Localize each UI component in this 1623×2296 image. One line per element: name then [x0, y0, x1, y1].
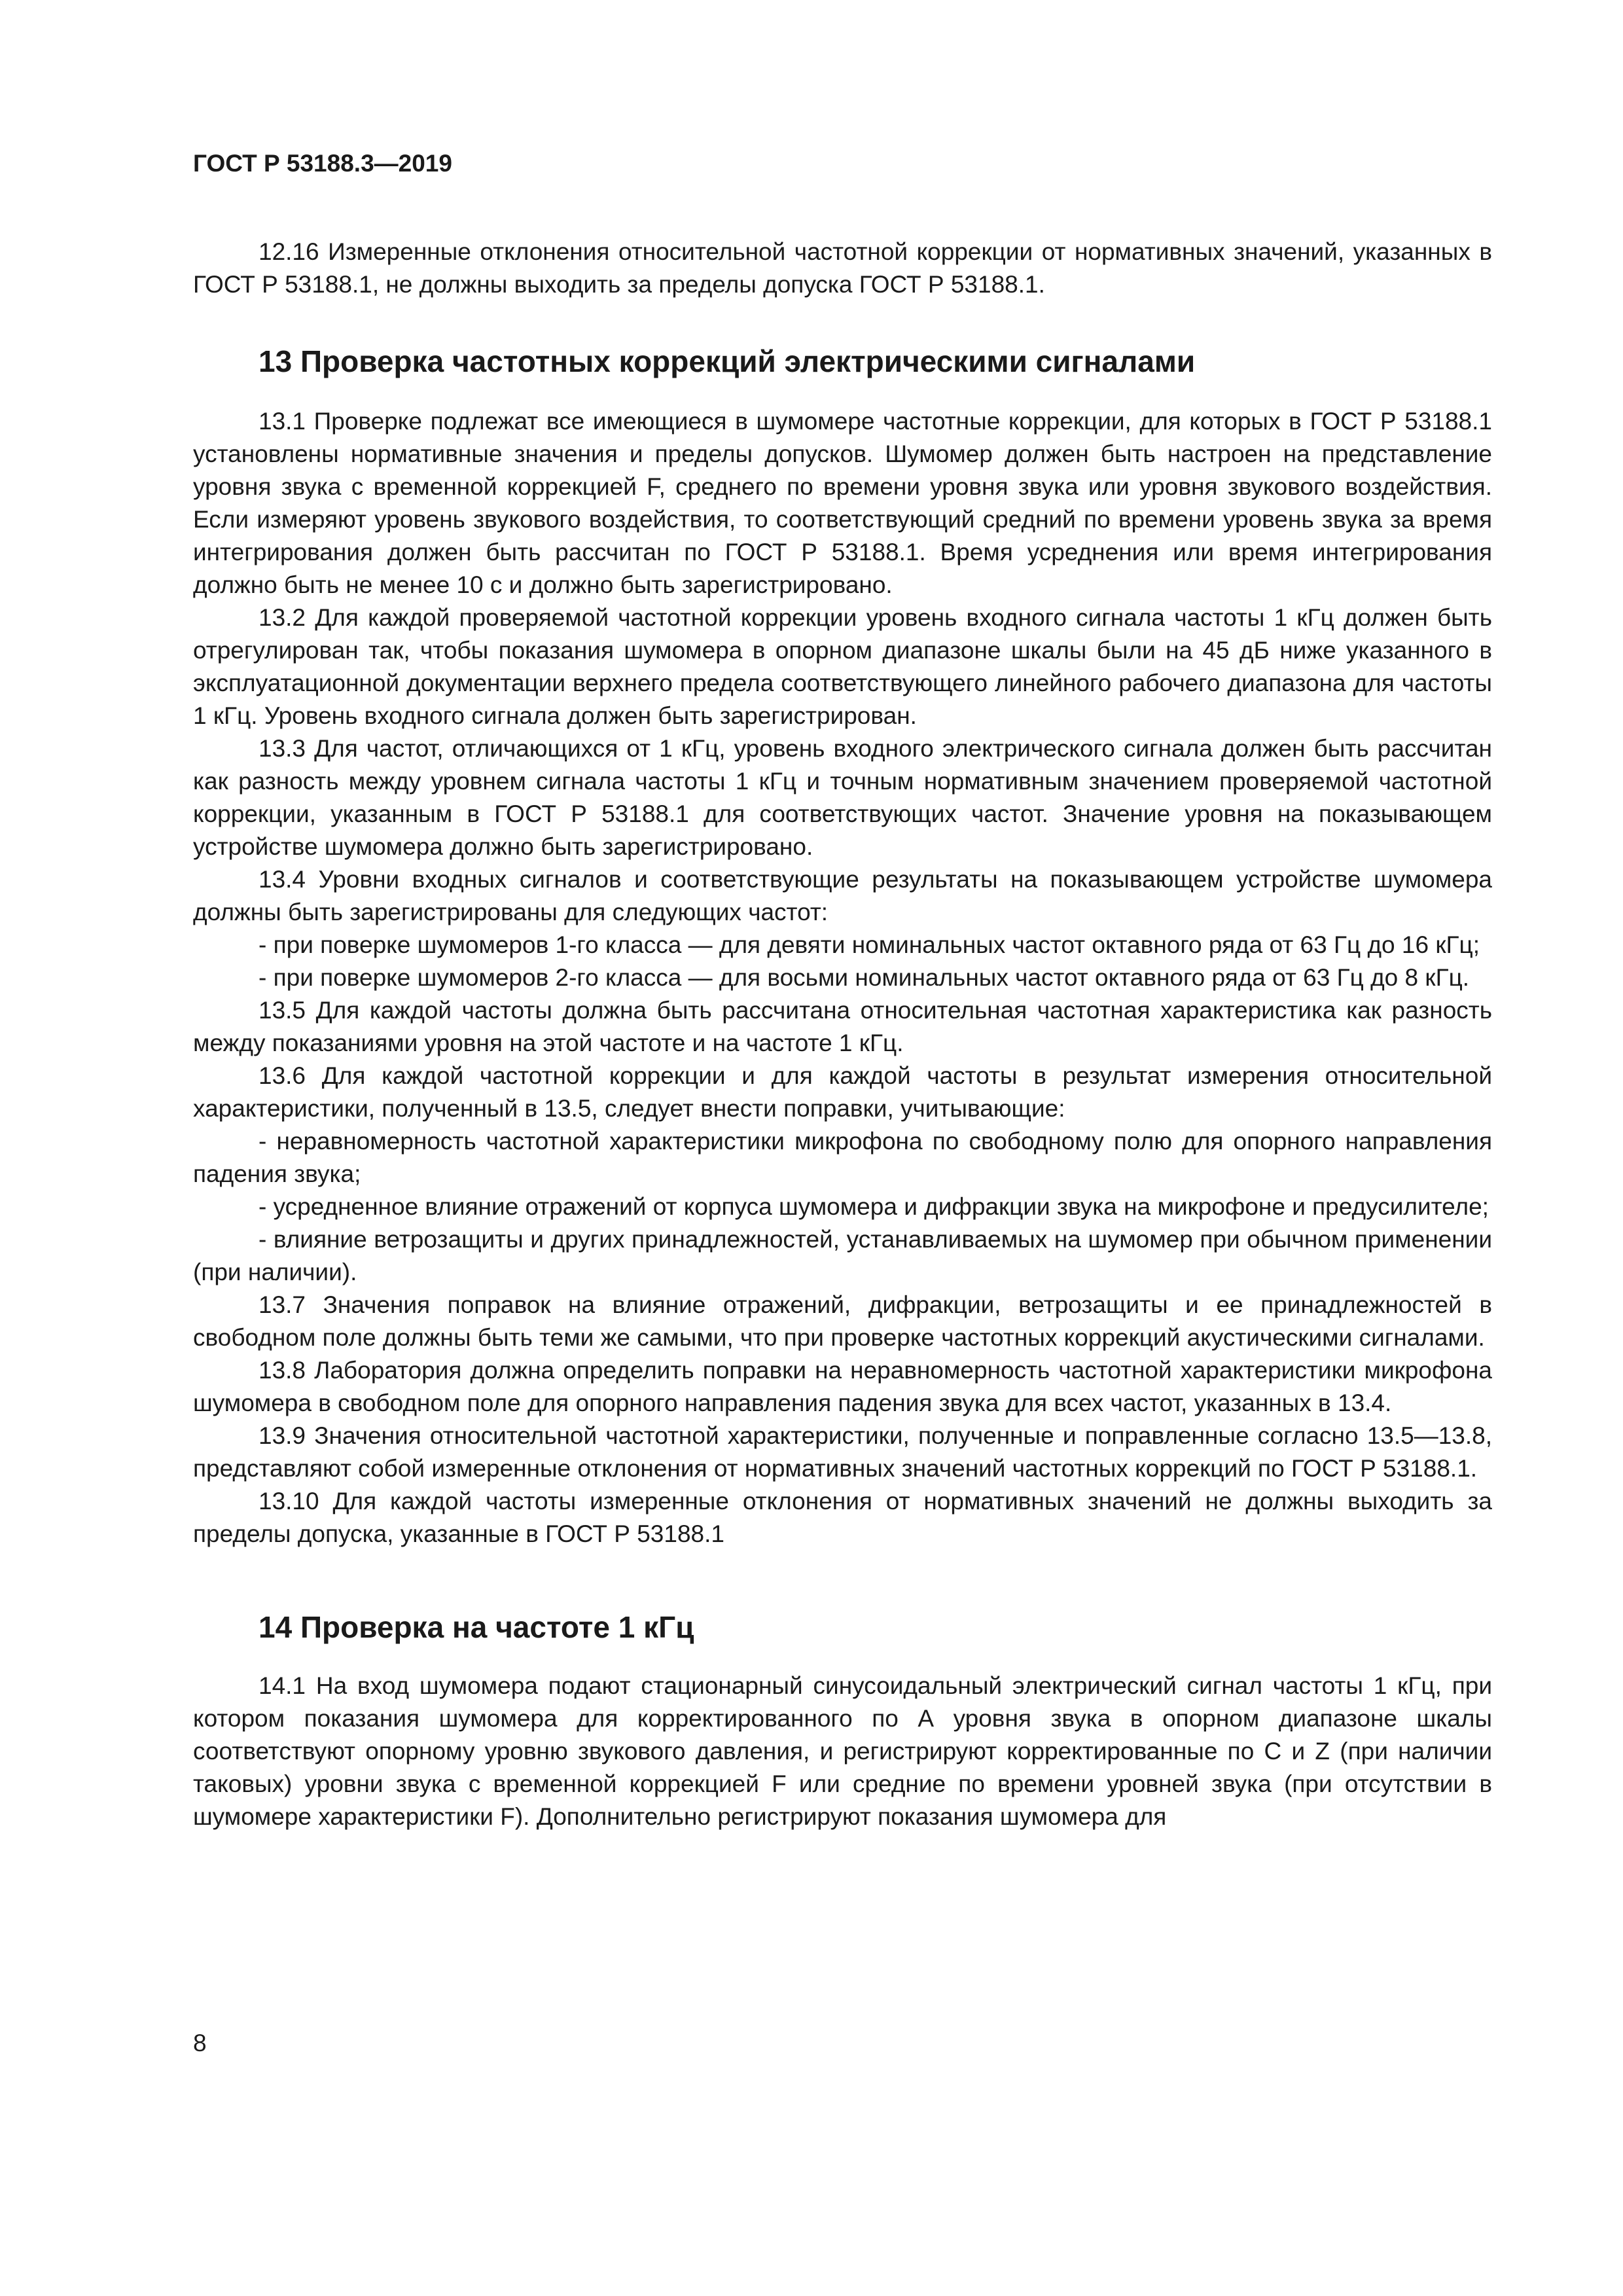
- document-page: [193, 149, 1492, 1833]
- page-number: 8: [193, 2030, 207, 2056]
- section-14-title: 14 Проверка на частоте 1 кГц: [259, 1610, 694, 1644]
- list-item-windscreen: - влияние ветрозащиты и других принадлежностей, устанавливаемых на шумомер при обычном применении (при наличии).: [193, 1226, 1492, 1285]
- list-item-microphone: - неравномерность частотной характеристики микрофона по свободному полю для опорного направления падения звука;: [193, 1128, 1492, 1187]
- paragraph-13-9: 13.9 Значения относительной частотной характеристики, полученные и поправленные согласно 13.5—13.8, представляют собой измеренные отклонения от нормативных значений частотных коррекций по ГОСТ Р 53188.1.: [193, 1422, 1492, 1482]
- document-code-header: ГОСТ Р 53188.3—2019: [193, 150, 452, 177]
- paragraph-13-6: 13.6 Для каждой частотной коррекции и для каждой частоты в результат измерения относительной характеристики, полученный в 13.5, следует внести поправки, учитывающие:: [193, 1062, 1492, 1122]
- paragraph-13-4: 13.4 Уровни входных сигналов и соответствующие результаты на показывающем устройстве шумомера должны быть зарегистрированы для следующих частот:: [193, 866, 1492, 925]
- paragraph-14-1: 14.1 На вход шумомера подают стационарный синусоидальный электрический сигнал частоты 1 кГц, при котором показания шумомера для корректированного по А уровня звука в опорном диапазоне шкалы соответствуют опорному уровню звукового давления, и регистрируют корректированные по С и Z (при наличии таковых) уровни звука с временной коррекцией F или средние по времени уровней звука (при отсутствии в шумомере характеристики F). Дополнительно регистрируют показания шумомера для: [193, 1672, 1492, 1830]
- paragraph-13-7: 13.7 Значения поправок на влияние отражений, дифракции, ветрозащиты и ее принадлежностей в свободном поле должны быть теми же самыми, что при проверке частотных коррекций акустическими сигналами.: [193, 1291, 1492, 1351]
- paragraph-13-2: 13.2 Для каждой проверяемой частотной коррекции уровень входного сигнала частоты 1 кГц должен быть отрегулирован так, чтобы показания шумомера в опорном диапазоне шкалы были на 45 дБ ниже указанного в эксплуатационной документации верхнего предела соответствующего линейного рабочего диапазона для частоты 1 кГц. Уровень входного сигнала должен быть зарегистрирован.: [193, 604, 1492, 729]
- paragraph-13-10: 13.10 Для каждой частоты измеренные отклонения от нормативных значений не должны выходить за пределы допуска, указанные в ГОСТ Р 53188.1: [193, 1488, 1492, 1547]
- list-item-reflections: - усредненное влияние отражений от корпуса шумомера и дифракции звука на микрофоне и предусилителе;: [259, 1193, 1489, 1220]
- paragraph-13-5: 13.5 Для каждой частоты должна быть рассчитана относительная частотная характеристика как разность между показаниями уровня на этой частоте и на частоте 1 кГц.: [193, 997, 1492, 1056]
- list-item-class-1: - при поверке шумомеров 1-го класса — для девяти номинальных частот октавного ряда от 63 Гц до 16 кГц;: [259, 931, 1480, 958]
- paragraph-13-8: 13.8 Лаборатория должна определить поправки на неравномерность частотной характеристики микрофона шумомера в свободном поле для опорного направления падения звука для всех частот, указанных в 13.4.: [193, 1357, 1492, 1416]
- list-item-class-2: - при поверке шумомеров 2-го класса — для восьми номинальных частот октавного ряда от 63 Гц до 8 кГц.: [259, 964, 1470, 991]
- section-13-title: 13 Проверка частотных коррекций электрическими сигналами: [259, 344, 1196, 378]
- paragraph-13-3: 13.3 Для частот, отличающихся от 1 кГц, уровень входного электрического сигнала должен быть рассчитан как разность между уровнем сигнала частоты 1 кГц и точным нормативным значением проверяемой частотной коррекции, указанным в ГОСТ Р 53188.1 для соответствующих частот. Значение уровня на показывающем устройстве шумомера должно быть зарегистрировано.: [193, 735, 1492, 860]
- paragraph-13-1: 13.1 Проверке подлежат все имеющиеся в шумомере частотные коррекции, для которых в ГОСТ Р 53188.1 установлены нормативные значения и пределы допусков. Шумомер должен быть настроен на представление уровня звука с временной коррекцией F, среднего по времени уровня звука или уровня звукового воздействия. Если измеряют уровень звукового воздействия, то соответствующий средний по времени уровень звука за время интегрирования должен быть рассчитан по ГОСТ Р 53188.1. Время усреднения или время интегрирования должно быть не менее 10 с и должно быть зарегистрировано.: [193, 408, 1492, 598]
- paragraph-12-16: 12.16 Измеренные отклонения относительной частотной коррекции от нормативных значений, указанных в ГОСТ Р 53188.1, не должны выходить за пределы допуска ГОСТ Р 53188.1.: [193, 238, 1492, 298]
